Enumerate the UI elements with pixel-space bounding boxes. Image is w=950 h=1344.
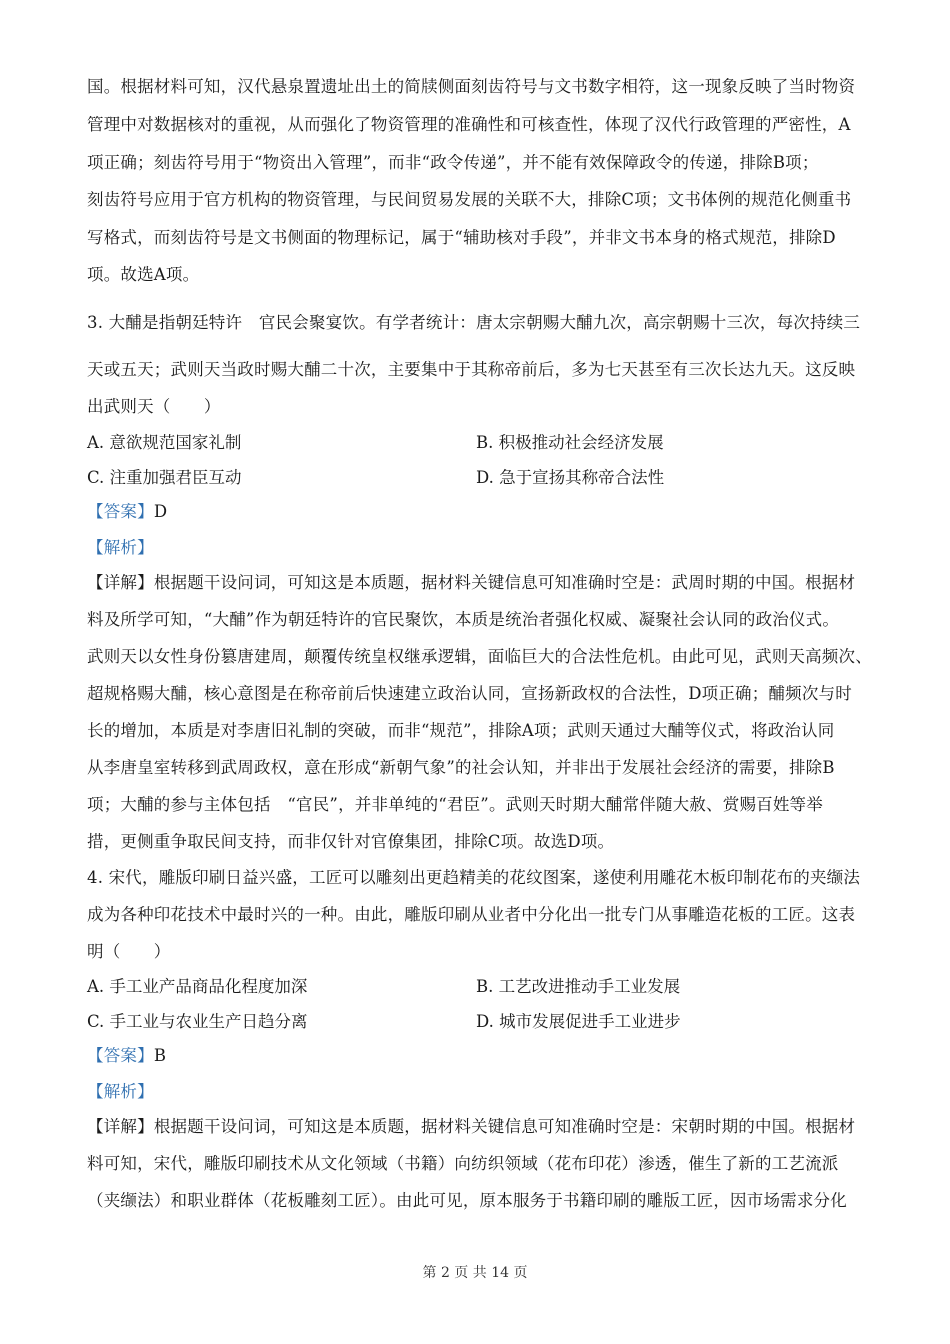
- question-3-stem: 出武则天（ ）: [87, 397, 221, 416]
- answer-tag: 【答案】: [87, 502, 154, 521]
- detail-line: （夹缬法）和职业群体（花板雕刻工匠）。由此可见，原本服务于书籍印刷的雕版工匠，因市场需求分化: [87, 1191, 847, 1210]
- detail-line: 措，更侧重争取民间支持，而非仅针对官僚集团，排除C项。故选D项。: [87, 832, 615, 851]
- analysis-line: [87, 537, 154, 559]
- detail-text: 根据题干设问词，可知这是本质题，据材料关键信息可知准确时空是：武周时期的中国。根据材: [153, 573, 856, 592]
- detail-line: 超规格赐大酺，核心意图是在称帝前后快速建立政治认同，宣扬新政权的合法性，D项正确；酺频次与时: [87, 684, 852, 703]
- answer-value: B: [153, 1046, 167, 1065]
- detail-tag: 【详解】: [87, 573, 154, 592]
- page-footer: 第 2 页 共 14 页: [422, 1265, 528, 1281]
- answer-line: [87, 1045, 166, 1067]
- detail-text: 根据题干设问词，可知这是本质题，据材料关键信息可知准确时空是：宋朝时期的中国。根据材: [153, 1117, 856, 1136]
- text-line: 写格式，而刻齿符号是文书侧面的物理标记，属于“辅助核对手段”，并非文书本身的格式规范，排除D: [87, 228, 836, 247]
- detail-line: 项；大酺的参与主体包括 “官民”，并非单纯的“君臣”。武则天时期大酺常伴随大赦、赏赐百姓等举: [87, 795, 823, 814]
- text-line: 管理中对数据核对的重视，从而强化了物资管理的准确性和可核查性，体现了汉代行政管理的严密性，A: [87, 115, 851, 134]
- detail-line: 料及所学可知，“大酺”作为朝廷特许的官民聚饮，本质是统治者强化权威、凝聚社会认同的政治仪式。: [87, 610, 840, 629]
- detail-tag: 【详解】: [87, 1117, 154, 1136]
- analysis-tag: 【解析】: [87, 538, 154, 557]
- detail-line: [87, 572, 855, 594]
- text-line: 项正确；刻齿符号用于“物资出入管理”，而非“政令传递”，并不能有效保障政令的传递，排除B项；: [87, 153, 819, 172]
- answer-tag: 【答案】: [87, 1046, 154, 1065]
- analysis-line: [87, 1081, 154, 1103]
- text-line: 刻齿符号应用于官方机构的物资管理，与民间贸易发展的关联不大，排除C项；文书体例的规范化侧重书: [87, 190, 852, 209]
- option-c: C. 注重加强君臣互动: [87, 468, 242, 487]
- option-b: B. 积极推动社会经济发展: [476, 433, 664, 452]
- answer-value: D: [153, 502, 168, 521]
- text-line: 国。根据材料可知，汉代悬泉置遗址出土的简牍侧面刻齿符号与文书数字相符，这一现象反映了当时物资: [87, 77, 856, 96]
- question-4-stem: 明（ ）: [87, 942, 171, 961]
- question-3-stem: 3. 大酺是指朝廷特许 官民会聚宴饮。有学者统计：唐太宗朝赐大酺九次，高宗朝赐十三次，每次持续三: [87, 313, 861, 332]
- detail-line: 长的增加，本质是对李唐旧礼制的突破，而非“规范”，排除A项；武则天通过大酺等仪式，将政治认同: [87, 721, 835, 740]
- detail-line: 从李唐皇室转移到武周政权，意在形成“新朝气象”的社会认知，并非出于发展社会经济的需要，排除B: [87, 758, 835, 777]
- detail-line: [87, 1116, 855, 1138]
- question-4-stem: 成为各种印花技术中最时兴的一种。由此，雕版印刷从业者中分化出一批专门从事雕造花板的工匠。这表: [87, 905, 856, 924]
- option-a: A. 手工业产品商品化程度加深: [87, 977, 308, 996]
- detail-line: 料可知，宋代，雕版印刷技术从文化领域（书籍）向纺织领域（花布印花）渗透，催生了新的工艺流派: [87, 1154, 839, 1173]
- option-d: D. 城市发展促进手工业进步: [476, 1012, 681, 1031]
- analysis-tag: 【解析】: [87, 1082, 154, 1101]
- option-a: A. 意欲规范国家礼制: [87, 433, 242, 452]
- option-b: B. 工艺改进推动手工业发展: [476, 977, 681, 996]
- option-c: C. 手工业与农业生产日趋分离: [87, 1012, 308, 1031]
- question-3-stem: 天或五天；武则天当政时赐大酺二十次，主要集中于其称帝前后，多为七天甚至有三次长达九天。这反映: [87, 360, 856, 379]
- text-line: 项。故选A项。: [87, 265, 200, 284]
- question-4-stem: 4. 宋代，雕版印刷日益兴盛，工匠可以雕刻出更趋精美的花纹图案，遂使利用雕花木板印制花布的夹缬法: [87, 868, 861, 887]
- option-d: D. 急于宣扬其称帝合法性: [476, 468, 665, 487]
- detail-line: 武则天以女性身份篡唐建周，颠覆传统皇权继承逻辑，面临巨大的合法性危机。由此可见，武则天高频次、: [87, 647, 872, 666]
- answer-line: [87, 501, 167, 523]
